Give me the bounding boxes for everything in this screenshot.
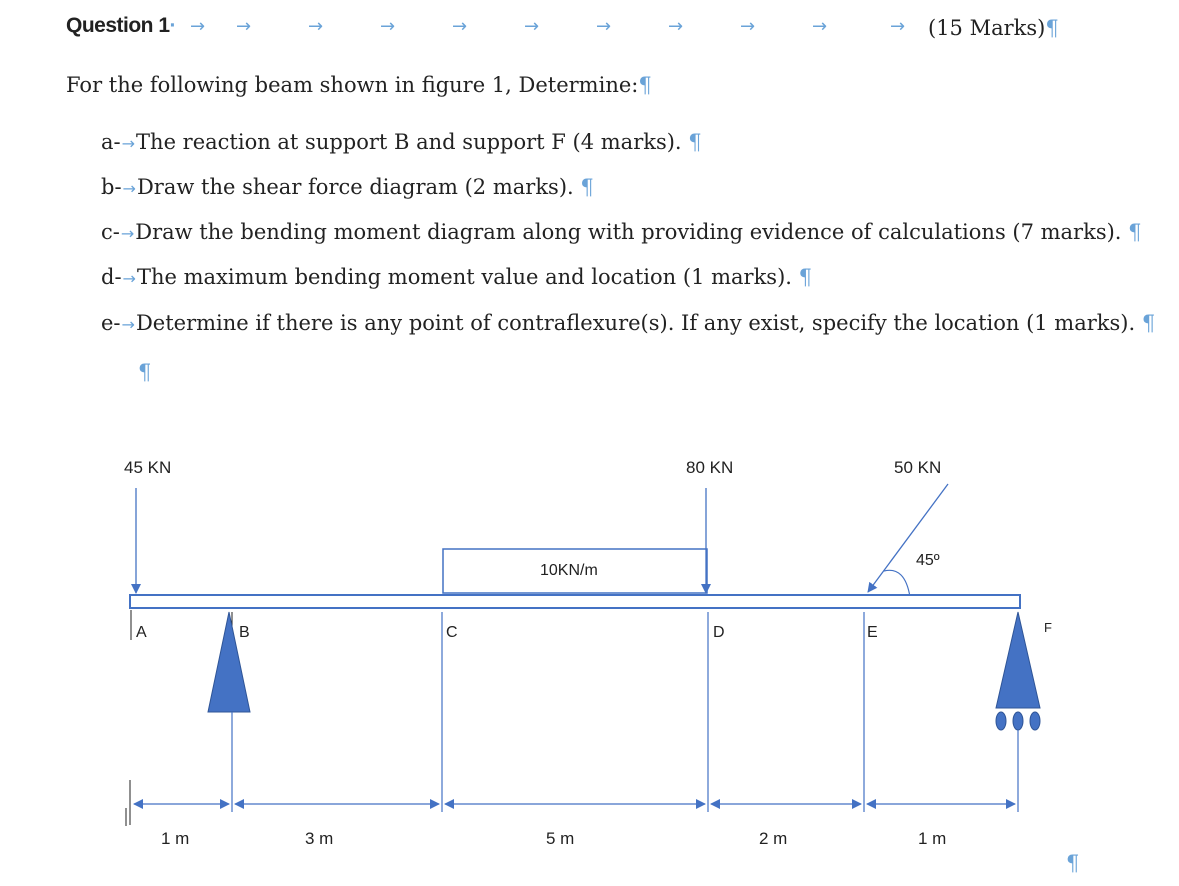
tab-marks: → → → → → → → → → → → (190, 16, 906, 37)
task-text: The maximum bending moment value and location (1 marks). (136, 265, 799, 289)
point-label-e: E (867, 624, 878, 641)
pilcrow-icon: ¶ (138, 360, 152, 384)
task-text: Draw the bending moment diagram along with providing evidence of calculations (7 marks). (135, 220, 1129, 244)
beam (130, 595, 1020, 608)
angle-arc (884, 570, 910, 597)
formatting-mark: · (169, 14, 177, 37)
task-text: The reaction at support B and support F (4 marks). (136, 130, 689, 154)
point-label-d: D (713, 624, 725, 641)
task-label: c- (101, 220, 120, 244)
point-label-c: C (446, 624, 458, 641)
question-title-text: Question 1 (66, 14, 170, 37)
dimension-label-ab: 1 m (161, 829, 190, 848)
task-text: Draw the shear force diagram (2 marks). (136, 175, 581, 199)
task-label: e- (101, 311, 121, 335)
tab-arrow-icon: → (122, 179, 136, 198)
dimension-label-de: 2 m (759, 829, 788, 848)
pilcrow-icon: ¶ (1141, 311, 1156, 335)
tab-arrow-icon: → (121, 134, 136, 153)
load-label-d: 80 KN (686, 458, 734, 477)
dimension-label-bc: 3 m (305, 829, 334, 848)
tab-arrow-icon: → (122, 269, 136, 288)
point-label-b: B (239, 624, 250, 641)
pilcrow-icon: ¶ (638, 73, 652, 97)
task-label: b- (101, 175, 122, 199)
task-label: d- (101, 265, 122, 289)
dimension-label-cd: 5 m (546, 829, 575, 848)
pilcrow-icon: ¶ (1066, 851, 1080, 875)
roller-wheel (1030, 712, 1040, 730)
load-arrow-e (868, 484, 948, 592)
angle-label: 45º (916, 552, 940, 569)
tab-arrow-icon: → (121, 315, 135, 334)
point-label-f: F (1044, 620, 1052, 635)
pilcrow-icon: ¶ (1045, 16, 1059, 40)
marks-text: (15 Marks) (928, 16, 1046, 40)
intro-text: For the following beam shown in figure 1, Determine: (66, 73, 639, 97)
roller-wheel (1013, 712, 1023, 730)
tab-arrow-icon: → (120, 224, 135, 243)
point-label-a: A (136, 624, 147, 641)
udl-label: 10KN/m (540, 562, 598, 579)
pilcrow-icon: ¶ (1128, 220, 1142, 244)
pilcrow-icon: ¶ (688, 130, 702, 154)
task-label: a- (101, 130, 121, 154)
roller-wheel (996, 712, 1006, 730)
roller-support-f (996, 612, 1040, 708)
dimension-label-ef: 1 m (918, 829, 947, 848)
load-label-a: 45 KN (124, 458, 172, 477)
pilcrow-icon: ¶ (798, 265, 812, 289)
load-label-e: 50 KN (894, 458, 942, 477)
task-text: Determine if there is any point of contraflexure(s). If any exist, specify the location (1 marks). (135, 311, 1142, 335)
pilcrow-icon: ¶ (580, 175, 594, 199)
